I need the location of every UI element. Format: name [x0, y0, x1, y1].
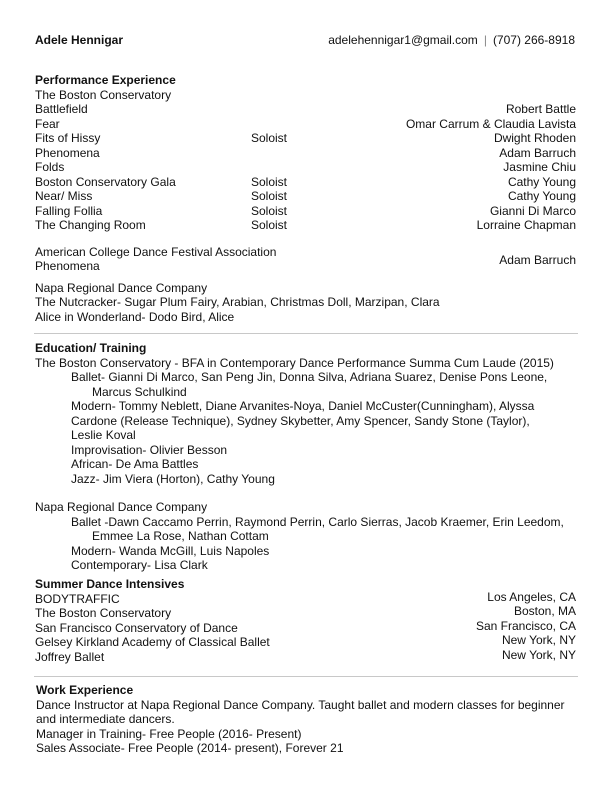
section-title-performance: Performance Experience	[35, 73, 176, 87]
training-line: Leslie Koval	[71, 428, 136, 442]
performance-org: American College Dance Festival Association	[35, 244, 277, 259]
performance-piece: The Changing Room	[35, 218, 146, 232]
performance-piece: Phenomena	[35, 145, 100, 160]
performance-org: The Boston Conservatory	[35, 87, 172, 102]
performance-section	[35, 73, 577, 324]
education-line: The Boston Conservatory - BFA in Contemporary Dance Performance Summa Cum Laude (2015)	[35, 355, 554, 370]
resume-header	[35, 33, 575, 49]
section-title-summer: Summer Dance Intensives	[35, 577, 185, 591]
performance-row	[35, 160, 577, 175]
summer-location: New York, NY	[501, 647, 576, 662]
summer-program: San Francisco Conservatory of Dance	[35, 620, 238, 635]
performance-piece: Battlefield	[35, 102, 88, 116]
performance-choreographer: Gianni Di Marco	[489, 203, 576, 218]
performance-row	[35, 131, 577, 146]
summer-program: Gelsey Kirkland Academy of Classical Ballet	[35, 635, 270, 649]
contact-separator: |	[483, 33, 487, 47]
performance-choreographer: Jasmine Chiu	[503, 160, 576, 174]
performance-role: Soloist	[251, 203, 288, 218]
summer-section	[35, 577, 577, 664]
performance-choreographer: Cathy Young	[507, 189, 576, 203]
performance-piece: Fits of Hissy	[35, 131, 101, 145]
training-line: Marcus Schulkind	[92, 384, 187, 399]
performance-row	[35, 204, 577, 219]
summer-row	[35, 635, 577, 650]
performance-org: Napa Regional Dance Company	[35, 280, 208, 295]
performance-role: Soloist	[251, 174, 288, 189]
performance-choreographer: Omar Carrum & Claudia Lavista	[405, 116, 576, 131]
work-line: Manager in Training- Free People (2016- Present)	[36, 726, 302, 741]
training-line: Ballet- Gianni Di Marco, San Peng Jin, Donna Silva, Adriana Suarez, Denise Pons Leone,	[71, 370, 548, 384]
work-line: Sales Associate- Free People (2014- present), Forever 21	[36, 741, 344, 755]
training-line: Emmee La Rose, Nathan Cottam	[92, 529, 269, 543]
training-line: Improvisation- Olivier Besson	[71, 442, 228, 457]
summer-table	[35, 589, 577, 665]
performance-row	[35, 189, 577, 204]
summer-row	[35, 589, 577, 607]
work-line: Dance Instructor at Napa Regional Dance Company. Taught ballet and modern classes for beginner	[36, 697, 565, 712]
contact-info	[328, 33, 575, 48]
work-line: and intermediate dancers.	[36, 712, 175, 726]
performance-row	[35, 117, 577, 132]
section-divider	[34, 333, 578, 334]
performance-role: Soloist	[251, 218, 288, 232]
performance-piece: Fear	[35, 116, 60, 131]
training-line: African- De Ama Battles	[71, 457, 199, 471]
training-line: Modern- Tommy Neblett, Diane Arvanites-Noya, Daniel McCuster(Cunningham), Alyssa	[71, 399, 535, 413]
summer-program: Joffrey Ballet	[35, 649, 105, 664]
education-line: Napa Regional Dance Company	[35, 500, 208, 514]
performance-piece: Falling Follia	[35, 203, 103, 218]
performance-choreographer: Cathy Young	[507, 174, 576, 189]
training-line: Ballet -Dawn Caccamo Perrin, Raymond Perrin, Carlo Sierras, Jacob Kraemer, Erin Leedom,	[71, 514, 564, 529]
performance-row	[35, 102, 577, 117]
summer-location: New York, NY	[501, 633, 576, 647]
section-title-work: Work Experience	[36, 683, 134, 697]
summer-program: BODYTRAFFIC	[35, 591, 120, 606]
performance-piece: Folds	[35, 160, 65, 174]
performance-table	[35, 102, 577, 233]
performance-line: Alice in Wonderland- Dodo Bird, Alice	[35, 309, 235, 324]
performance-row	[35, 218, 577, 233]
section-title-education: Education/ Training	[35, 341, 147, 355]
training-line: Jazz- Jim Viera (Horton), Cathy Young	[71, 471, 275, 486]
performance-choreographer: Robert Battle	[505, 102, 576, 116]
performance-choreographer: Lorraine Chapman	[476, 218, 576, 232]
performance-row	[35, 146, 577, 161]
training-line: Contemporary- Lisa Clark	[71, 558, 208, 572]
performance-piece: Phenomena	[35, 259, 100, 273]
work-section	[36, 683, 578, 756]
applicant-name: Adele Hennigar	[35, 33, 124, 47]
training-line: Cardone (Release Technique), Sydney Skybetter, Amy Spencer, Sandy Stone (Taylor),	[71, 413, 530, 428]
phone-number: (707) 266-8918	[492, 33, 575, 47]
summer-row	[35, 618, 577, 636]
performance-choreographer: Adam Barruch	[499, 253, 576, 267]
summer-program: The Boston Conservatory	[35, 606, 172, 620]
performance-row	[35, 175, 577, 190]
performance-row	[35, 253, 577, 274]
performance-role: Soloist	[251, 131, 288, 145]
education-section	[35, 341, 577, 573]
summer-location: Boston, MA	[513, 604, 576, 618]
performance-piece: Boston Conservatory Gala	[35, 174, 176, 189]
performance-choreographer: Dwight Rhoden	[493, 131, 576, 145]
summer-row	[35, 647, 577, 665]
email-link[interactable]: adelehennigar1@gmail.com	[328, 33, 478, 47]
summer-location: Los Angeles, CA	[487, 589, 576, 604]
performance-line: The Nutcracker- Sugar Plum Fairy, Arabian, Christmas Doll, Marzipan, Clara	[35, 295, 440, 309]
training-line: Modern- Wanda McGill, Luis Napoles	[71, 543, 270, 558]
performance-piece: Near/ Miss	[35, 189, 93, 203]
summer-location: San Francisco, CA	[475, 618, 576, 633]
performance-choreographer: Adam Barruch	[499, 145, 576, 160]
section-divider	[34, 676, 578, 677]
performance-role: Soloist	[251, 189, 288, 203]
